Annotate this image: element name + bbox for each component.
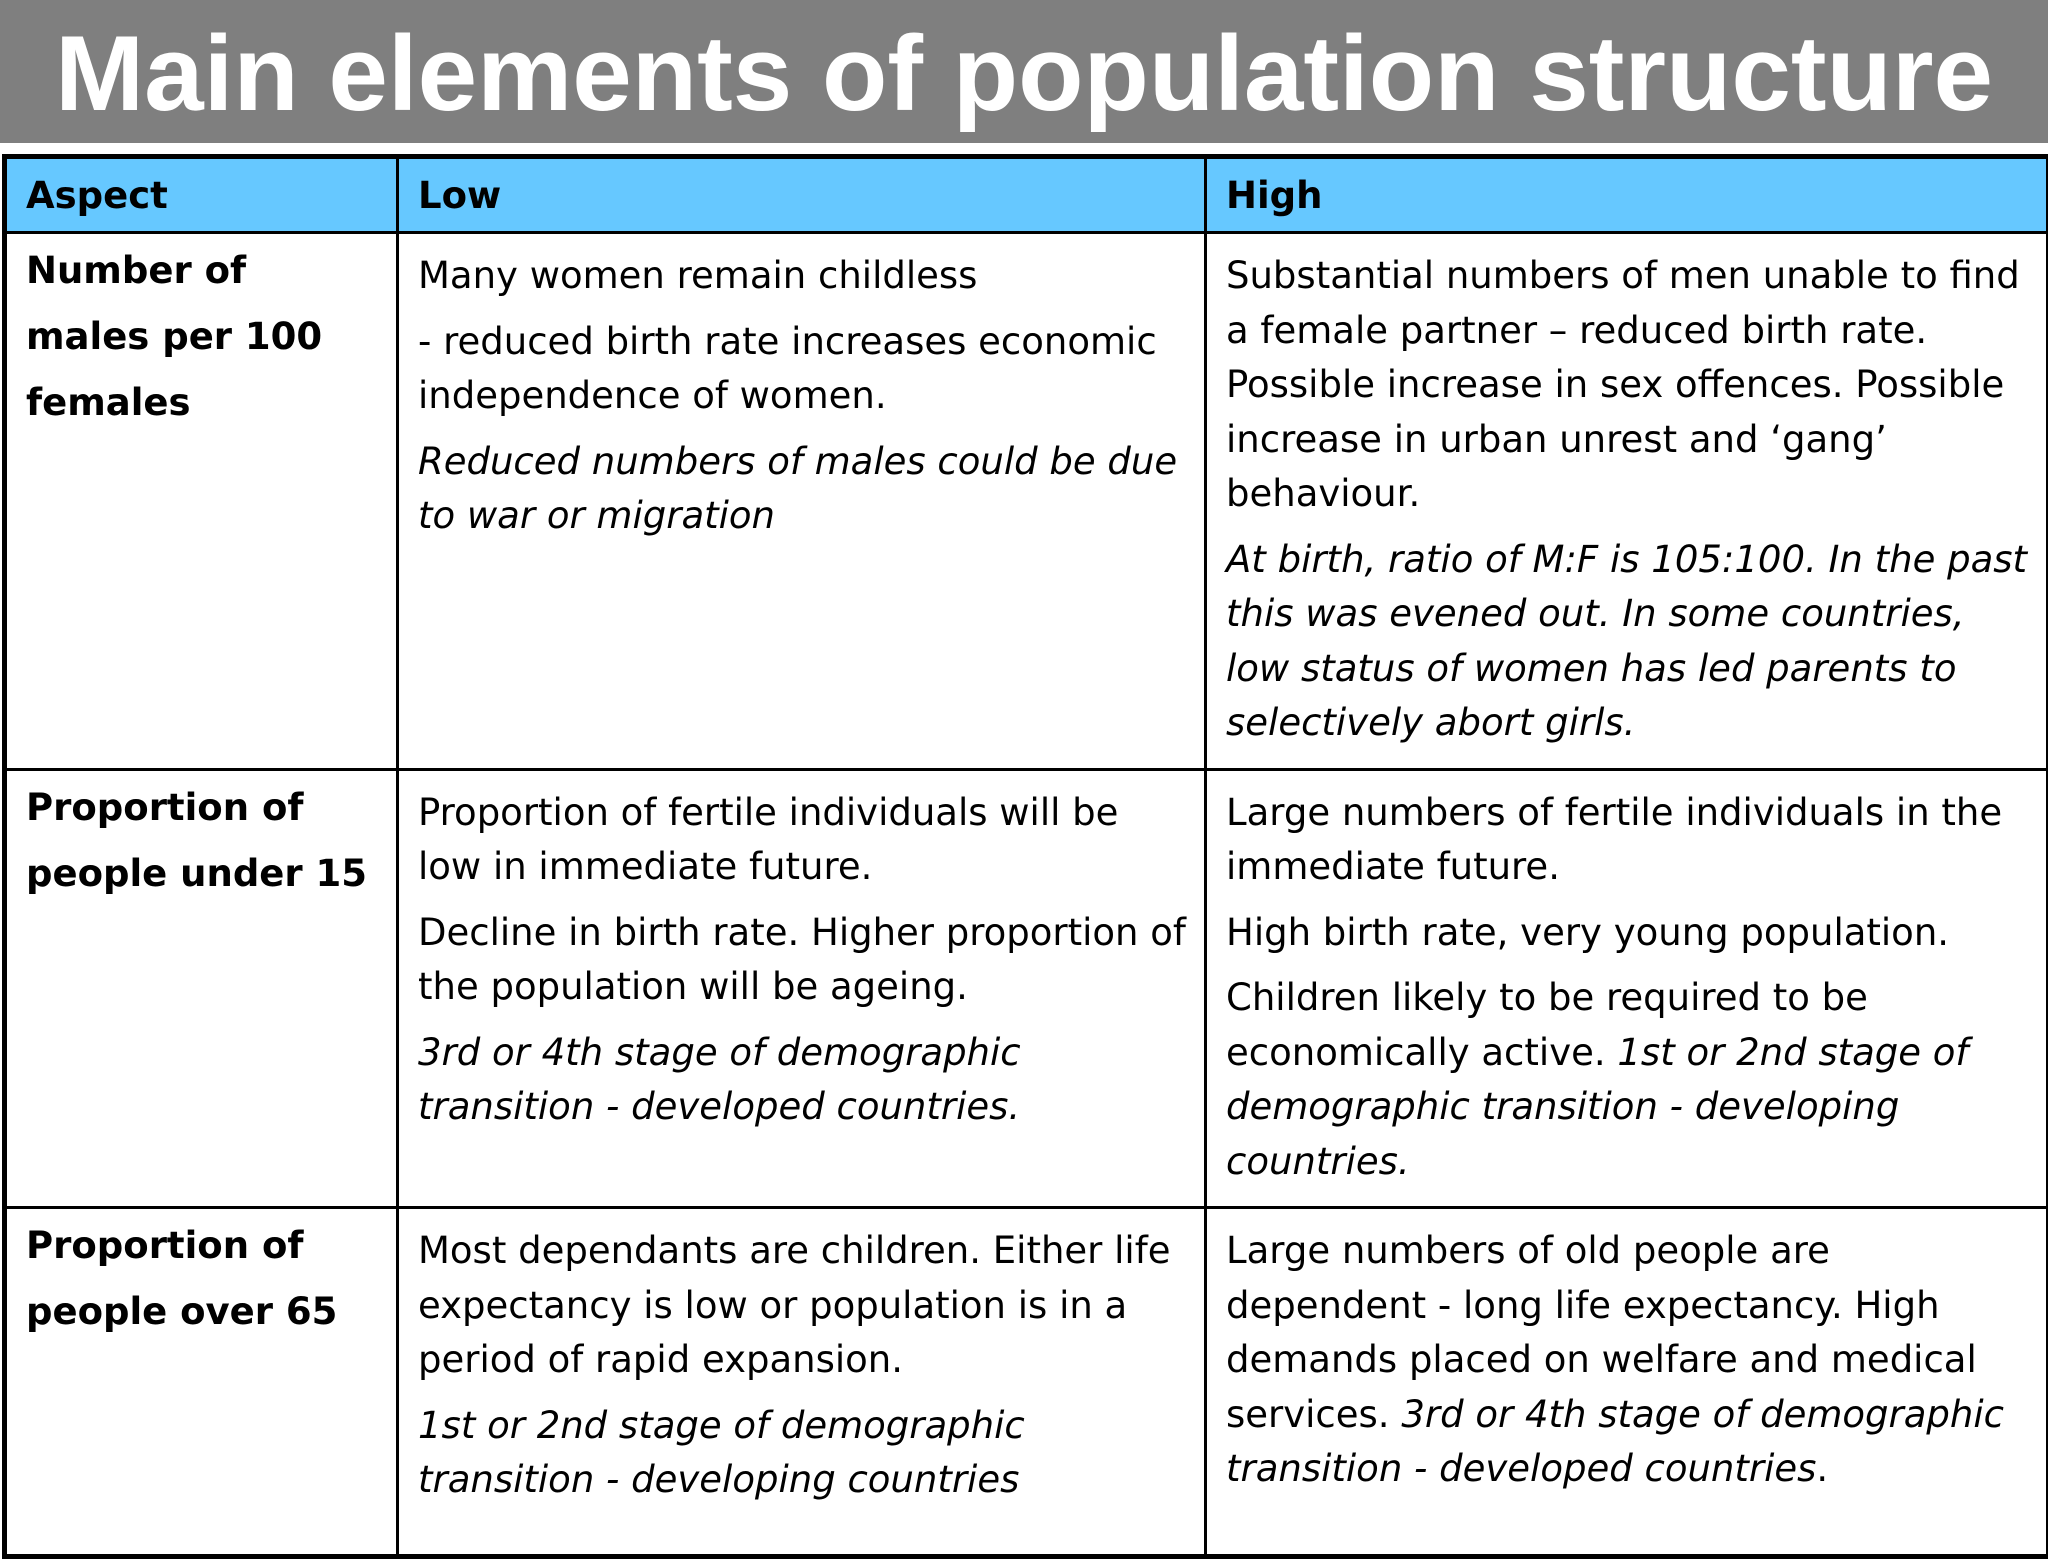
header-low: Low: [398, 157, 1206, 233]
cell-text: Large numbers of old people are dependent - long life expectancy. High demands placed on welfare and medical services.: [1226, 1229, 1977, 1436]
title-bar: [0, 0, 2048, 143]
low-cell: [398, 1208, 1206, 1557]
high-cell: [1206, 769, 2048, 1208]
cell-note: 1st or 2nd stage of demographic transition - developing countries: [418, 1399, 1188, 1508]
high-cell: [1206, 1208, 2048, 1557]
low-cell: [398, 769, 1206, 1208]
page-title: Main elements of population structure: [55, 20, 1993, 127]
cell-text: Children likely to be required to be economically active.: [1226, 976, 1868, 1074]
cell-note: 3rd or 4th stage of demographic transition - developed countries.: [418, 1026, 1188, 1135]
cell-note: 3rd or 4th stage of demographic transition - developed countries: [1226, 1393, 2004, 1491]
cell-paragraph: Most dependants are children. Either life expectancy is low or population is in a period of rapid expansion.: [418, 1224, 1188, 1388]
population-structure-table: [2, 154, 2048, 1559]
cell-period: .: [1816, 1447, 1828, 1490]
cell-paragraph: High birth rate, very young population.: [1226, 906, 2030, 961]
cell-paragraph: - reduced birth rate increases economic independence of women.: [418, 315, 1188, 424]
aspect-cell: Proportion of people under 15: [5, 769, 398, 1208]
aspect-cell: Number of males per 100 females: [5, 233, 398, 770]
cell-paragraph: Proportion of fertile individuals will be low in immediate future.: [418, 786, 1188, 895]
cell-paragraph: Substantial numbers of men unable to find a female partner – reduced birth rate. Possible increase in sex offences. Possible increase in urban unrest and ‘gang’ behaviour.: [1226, 249, 2030, 522]
cell-note: At birth, ratio of M:F is 105:100. In the past this was evened out. In some countries, low status of women has led parents to selectively abort girls.: [1226, 533, 2030, 751]
table-row: [5, 769, 2048, 1208]
table-row: [5, 233, 2048, 770]
cell-paragraph: Decline in birth rate. Higher proportion of the population will be ageing.: [418, 906, 1188, 1015]
cell-paragraph: Large numbers of fertile individuals in the immediate future.: [1226, 786, 2030, 895]
header-high: High: [1206, 157, 2048, 233]
high-cell: [1206, 233, 2048, 770]
cell-paragraph: Many women remain childless: [418, 249, 1188, 304]
cell-paragraph: [1226, 1224, 2030, 1497]
aspect-cell: Proportion of people over 65: [5, 1208, 398, 1557]
table-row: [5, 1208, 2048, 1557]
table-header-row: [5, 157, 2048, 233]
cell-note: 1st or 2nd stage of demographic transition - developing countries.: [1226, 1031, 1968, 1183]
header-aspect: Aspect: [5, 157, 398, 233]
low-cell: [398, 233, 1206, 770]
cell-note: Reduced numbers of males could be due to war or migration: [418, 435, 1188, 544]
cell-paragraph: [1226, 971, 2030, 1189]
